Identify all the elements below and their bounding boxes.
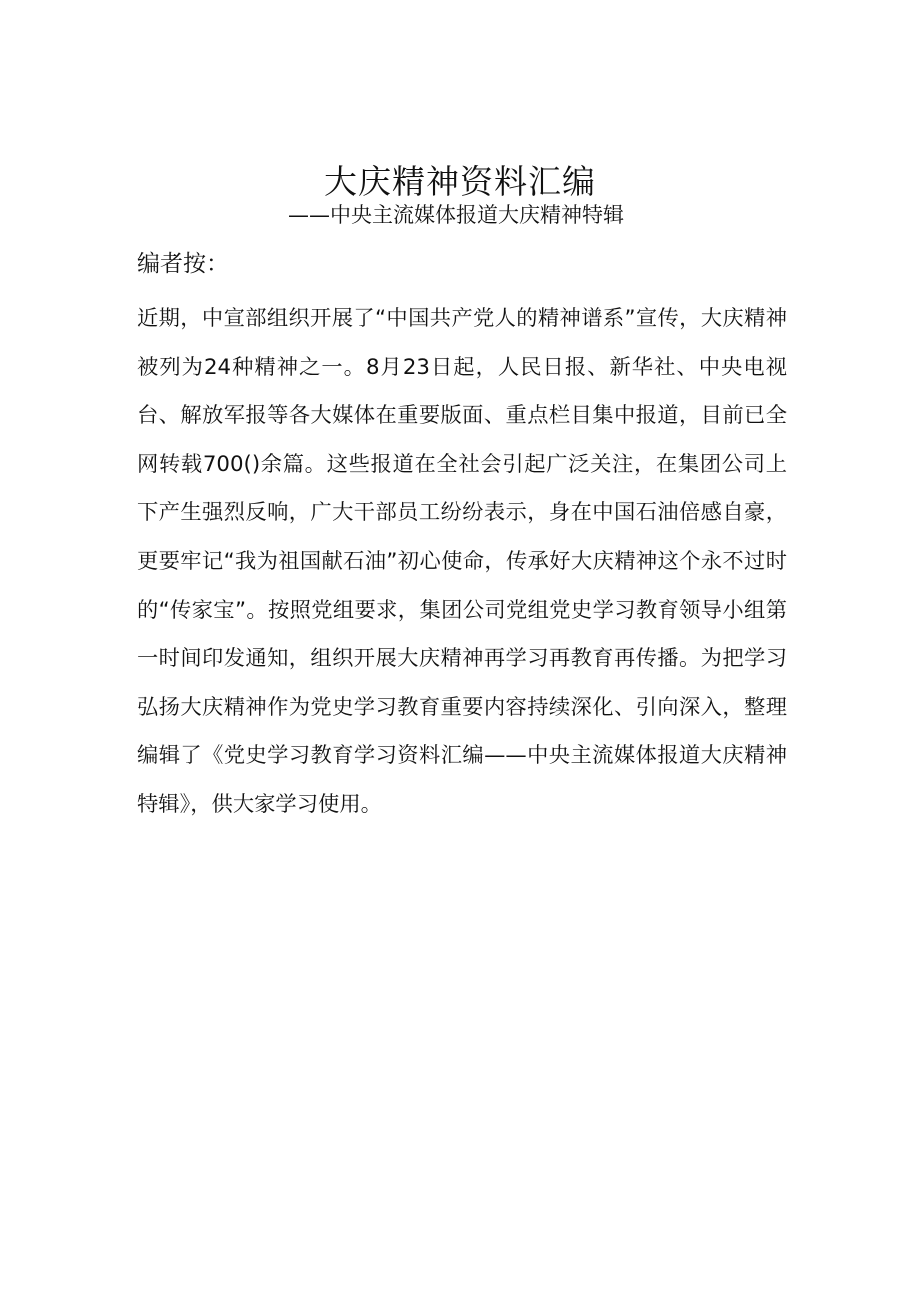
- document-title: 大庆精神资料汇编: [324, 162, 596, 202]
- document-subtitle: ——中央主流媒体报道大庆精神特辑: [288, 203, 624, 227]
- editor-note-paragraph: 近期，中宣部组织开展了“中国共产党人的精神谱系”宣传，大庆精神被列为24种精神之一。8月23日起，人民日报、新华社、中央电视台、解放军报等各大媒体在重要版面、重点栏目集中报道，目前已全网转载700()余篇。这些报道在全社会引起广泛关注，在集团公司上下产生强烈反响，广大干部员工纷纷表示，身在中国石油倍感自豪，更要牢记“我为祖国献石油”初心使命，传承好大庆精神这个永不过时的“传家宝”。按照党组要求，集团公司党组党史学习教育领导小组第一时间印发通知，组织开展大庆精神再学习再教育再传播。为把学习弘扬大庆精神作为党史学习教育重要内容持续深化、引向深入，整理编辑了《党史学习教育学习资料汇编——中央主流媒体报道大庆精神特辑》，供大家学习使用。: [137, 306, 787, 817]
- editor-note-label: 编者按：: [137, 251, 229, 277]
